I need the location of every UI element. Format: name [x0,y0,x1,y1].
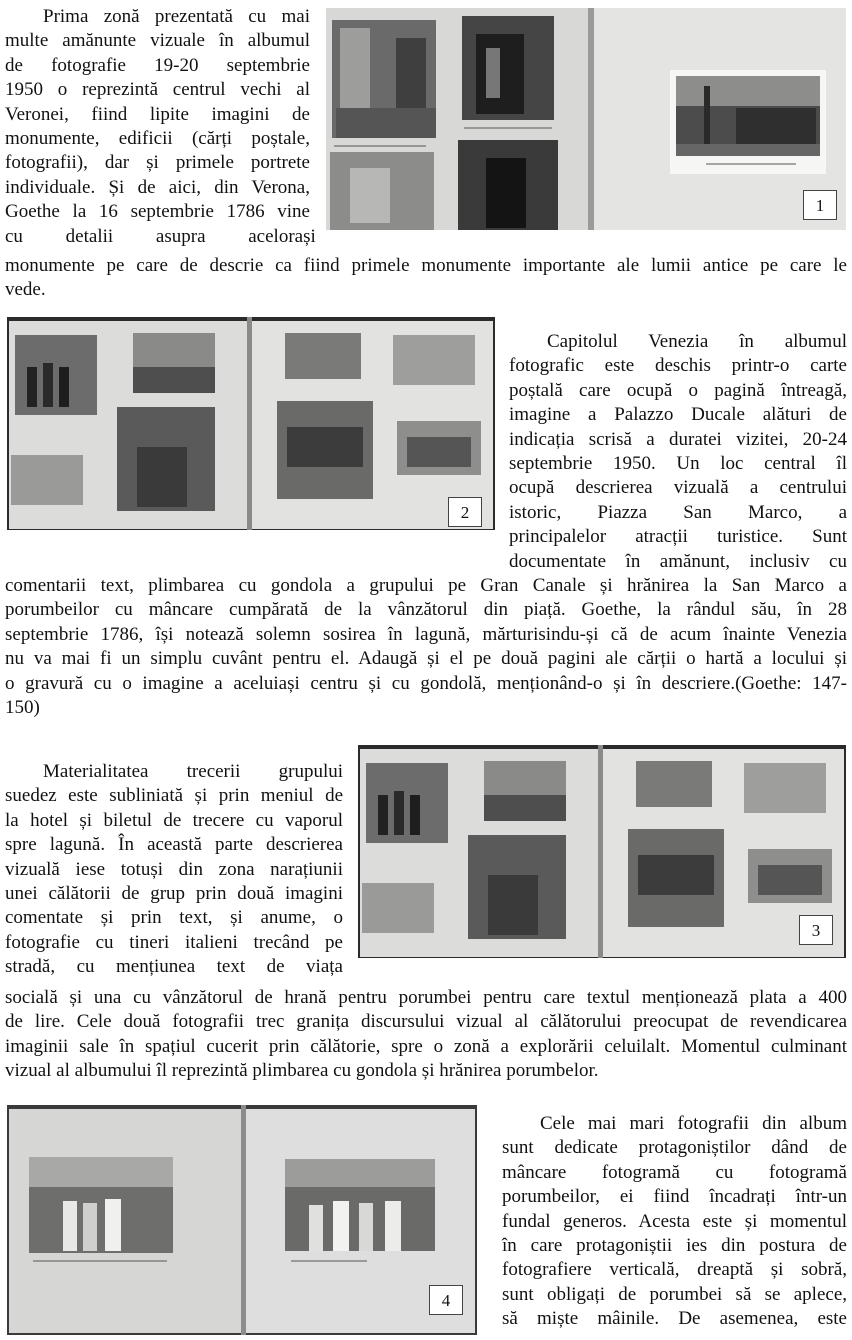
paragraph-laguna-wrap [5,760,343,980]
text-line: Goethe la 16 septembrie 1786 vine [5,201,310,223]
text-line: vede. [5,279,46,301]
text-line: Materialitatea trecerii grupului [43,761,343,782]
text-line: imaginii sale în spațiul cucerit prin călătorie, spre o zonă a explorării celuilalt. Momentul culminant [5,1035,847,1057]
text-line: sunt obligați de porumbei să se aplece, [502,1283,847,1305]
album-photo-laguna [358,745,846,958]
text-line: spre lagună. În această parte descrierea [5,834,343,856]
text-line: socială și una cu vânzătorul de hrană pentru porumbei pentru care textul menționează plata a 400 [5,987,847,1008]
paragraph-verona-wrap [5,5,316,249]
text-line: Veronei, fiind lipite imagini de [5,103,310,125]
text-line: vizual al albumului îl reprezintă plimbarea cu gondola și hrănirea porumbelor. [5,1060,599,1082]
text-line: cu detalii asupra acelorași [5,225,316,247]
text-line: monumente, edificii (cărți poștale, [5,128,310,150]
text-line: fotografiere verticală, dreaptă și sobră, [502,1259,847,1281]
text-line: fotografic este deschis printr-o carte [509,355,847,377]
text-line: individuale. Și de aici, din Verona, [5,176,310,198]
text-line: stradă, cu mențiunea text de viața [5,956,343,978]
album-page-illustration [326,8,846,230]
text-line: în care protagoniștii ies din postura de [502,1235,847,1257]
paragraph-verona-full [5,254,847,303]
text-line: fotografie cu tineri italieni trecând pe [5,931,343,953]
text-line: sunt dedicate protagoniștilor dând de [502,1137,847,1159]
album-photo-porumbei [7,1105,477,1335]
text-line: unei călătorii de grup prin două imagini [5,883,343,905]
text-line: suedez este subliniată și prin meniul de [5,785,343,807]
text-line: porumbeilor cu mâncare cumpărată de la vânzătorul din piață. Goethe, la rândul său, în 28 [5,599,847,621]
paragraph-laguna-full [5,986,847,1084]
text-line: comentate și prin text, și anume, o [5,907,343,929]
text-line: imagine a Palazzo Ducale alături de [509,404,847,426]
text-line: la hotel și biletul de trecere cu vaporul [5,809,343,831]
album-page-illustration [7,1105,477,1335]
text-line: de fotografie 19-20 septembrie [5,54,310,76]
text-line: principalelor atracții turistice. Sunt [509,526,847,548]
text-line: septembrie 1950. Un loc central îl [509,453,847,475]
text-line: ocupă descrierea vizuală a centrului [509,477,847,499]
figure-number: 3 [799,915,833,945]
text-line: porumbeilor, ei fiind încadrați într-un [502,1186,847,1208]
text-line: Capitolul Venezia în albumul [547,331,847,352]
text-line: nu va mai fi un simplu cuvânt pentru el. Adaugă și el pe două pagini ale cărții o hartă a locului și [5,648,847,670]
figure-number: 1 [803,190,837,220]
text-line: vizuală iese totuși din zona narațiunii [5,858,343,880]
text-line: o gravură cu o imagine a aceluiași centru și cu gondolă, menționând-o și în descriere.(Goethe: 147- [5,672,847,694]
text-line: multe amănunte vizuale în albumul [5,30,310,52]
figure-number: 4 [429,1285,463,1315]
text-line: mâncare fotogramă cu fotogramă [502,1161,847,1183]
album-photo-san-marco [7,317,495,530]
paragraph-venezia-full [5,574,847,720]
text-line: monumente pe care de descrie ca fiind primele monumente importante ale lumii antice pe care le [5,255,847,276]
text-line: fotografii), dar și primele portrete [5,152,310,174]
text-line: documentate în amănunt, inclusiv cu [509,550,847,572]
album-photo-verona [326,8,846,230]
text-line: Prima zonă prezentată cu mai [43,6,310,27]
text-line: de lire. Cele două fotografii trec granița discursului vizual al călătorului preocupat de revendicarea [5,1011,847,1033]
text-line: poștală care ocupă o pagină întreagă, [509,379,847,401]
text-line: să miște mâinile. De asemenea, este [502,1308,847,1330]
figure-number: 2 [448,497,482,527]
paragraph-venezia-wrap [509,330,847,574]
text-line: 150) [5,697,40,719]
text-line: 1950 o reprezintă centrul vechi al [5,79,310,101]
album-page-illustration [7,317,495,530]
text-line: istoric, Piazza San Marco, a [509,501,847,523]
text-line: septembrie 1786, își notează solemn sosirea în lagună, mărturisindu-și că de acum înainte Venezia [5,623,847,645]
text-line: indicația scrisă a duratei vizitei, 20-24 [509,428,847,450]
paragraph-porumbei-wrap [502,1112,847,1332]
text-line: fundal generos. Acesta este și momentul [502,1210,847,1232]
text-line: Cele mai mari fotografii din album [540,1113,847,1134]
album-page-illustration [358,745,846,958]
text-line: comentarii text, plimbarea cu gondola a grupului pe Gran Canale și hrănirea la San Marco a [5,575,847,596]
